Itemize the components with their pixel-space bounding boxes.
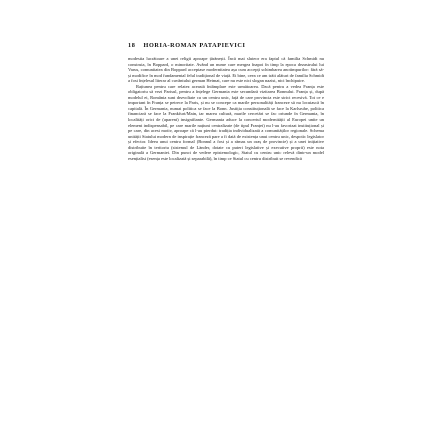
paragraph: Rațiunea pentru care relatez această întâmplare este următoarea. Dacă pentru a vedea Franța este obligatoriu să vezi Parisul, pentru a înțelege Germania este secundară vizitarea Bonnului. Franța și, după modelul ei, România sunt dezvoltate cu un centru unic, față de care provincia este strict recesivă. Tot ce e important în Franța se petrece la Paris, și nu se concepe ca marile personalități franceze să nu locuiască în capitală. În Germania, numai politica se face la Bonn. Justiția constituțională se face la Karlsruhe, politica financiară se face la Frankfurt/Main, iar marea cultură, marile cercetări se fac oriunde în Germania, în localități orict de (aparent) insignifiante. Germania aduce la concertul modernității al Europei unite un element indispensabil, pe care marile națiuni centralizate (de tipul Franței) nu l-au favorizat instituțional și pe care, din acest motiv, aproape că l-au pierdut: tradiția individualizată a comunităților regionale. Schema unității Statului modern de inspirație franceză pare a fi dată de existența unui centru unic, despotic legislator și efector. Ideea unui centru formal (Bonnul a fost și a rămas un oraș de provincie) și a unei inițiative distribuite în teritoriu (sistemul de Länder, dotate cu puteri legislative și executive proprii) este nota originală a Germaniei. Din punct de vedere epistemologic, Statul cu centru unic relevă dintr-un model esențialist (esența este localizată și separabilă), în timp ce Statul cu centru distribuit se revendică	[128, 83, 324, 161]
page-number: 18	[128, 42, 136, 49]
running-header	[128, 42, 328, 52]
running-header-author: HORIA-ROMAN PATAPIEVICI	[143, 42, 246, 49]
paragraph: modestia lucrătoare a unei religii aproape țărănești. Încă mai sluteor era faptul că familia Schmidt nu construia, în Boppard, o minoritate. Având un nume care mergea înapoi în timp la epoca dezastrului lui Varus, comunitatea din Boppard acceptase modernitatea așa cum accepți schimbarea anotimpurilor: fără să-și modifice în mod fundamental felul tradițional de viață. Ei bine, ceea ce am trăit alături de familia Schmidt a fost înțelesul literar al cuvântului german Heimat, care nu este nici slogan nazist, nici închipuire.	[128, 56, 324, 84]
body-text	[128, 56, 324, 161]
